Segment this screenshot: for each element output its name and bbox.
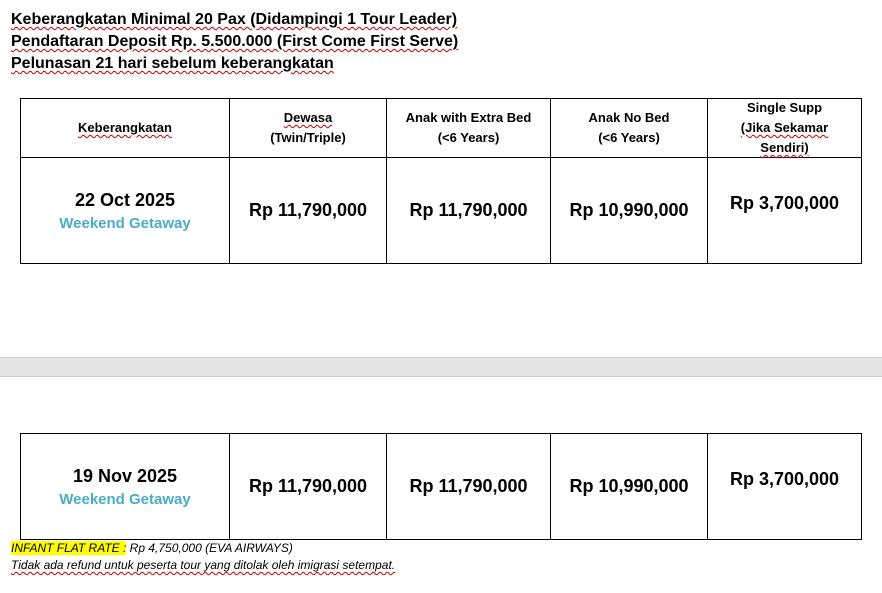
- single-supp-price: Rp 3,700,000: [729, 469, 840, 489]
- refund-note: Tidak ada refund untuk peserta tour yang ditolak oleh imigrasi setempat.: [11, 558, 396, 572]
- header-child-no-bed: Anak No Bed (<6 Years): [588, 110, 670, 145]
- deposit-line: Pendaftaran Deposit Rp. 5.500.000 (First Come First Serve): [11, 33, 459, 50]
- header-single-supp: Single Supp (Jika Sekamar Sendiri): [740, 100, 829, 155]
- payment-line: Pelunasan 21 hari sebelum keberangkatan: [11, 55, 334, 72]
- package-tag: Weekend Getaway: [59, 214, 191, 232]
- infant-rate-line: [11, 540, 395, 557]
- single-supp-price: Rp 3,700,000: [729, 193, 840, 213]
- table-header-row: [21, 99, 861, 158]
- adult-price: Rp 11,790,000: [248, 200, 368, 220]
- document-header: [11, 9, 458, 75]
- child-no-bed-price: Rp 10,990,000: [569, 476, 689, 496]
- min-pax-line: Keberangkatan Minimal 20 Pax (Didampingi 1 Tour Leader): [11, 11, 458, 28]
- header-departure: Keberangkatan: [78, 120, 172, 135]
- infant-rate-label: INFANT FLAT RATE :: [11, 541, 127, 555]
- child-extra-bed-price: Rp 11,790,000: [409, 200, 528, 220]
- child-no-bed-price: Rp 10,990,000: [569, 200, 689, 220]
- child-extra-bed-price: Rp 11,790,000: [409, 476, 528, 496]
- infant-rate-value: Rp 4,750,000 (EVA AIRWAYS): [126, 541, 293, 555]
- header-adult: Dewasa (Twin/Triple): [270, 110, 346, 145]
- package-tag: Weekend Getaway: [59, 490, 191, 508]
- departure-cell: [21, 434, 229, 539]
- departure-date: 19 Nov 2025: [72, 465, 178, 486]
- price-table-1: [20, 98, 862, 264]
- price-table-2: [20, 433, 862, 540]
- departure-date: 22 Oct 2025: [74, 189, 176, 210]
- adult-price: Rp 11,790,000: [248, 476, 368, 496]
- page-break: [0, 357, 882, 377]
- header-child-extra-bed: Anak with Extra Bed (<6 Years): [405, 110, 532, 145]
- departure-cell: [21, 158, 229, 263]
- footer-notes: [11, 540, 395, 574]
